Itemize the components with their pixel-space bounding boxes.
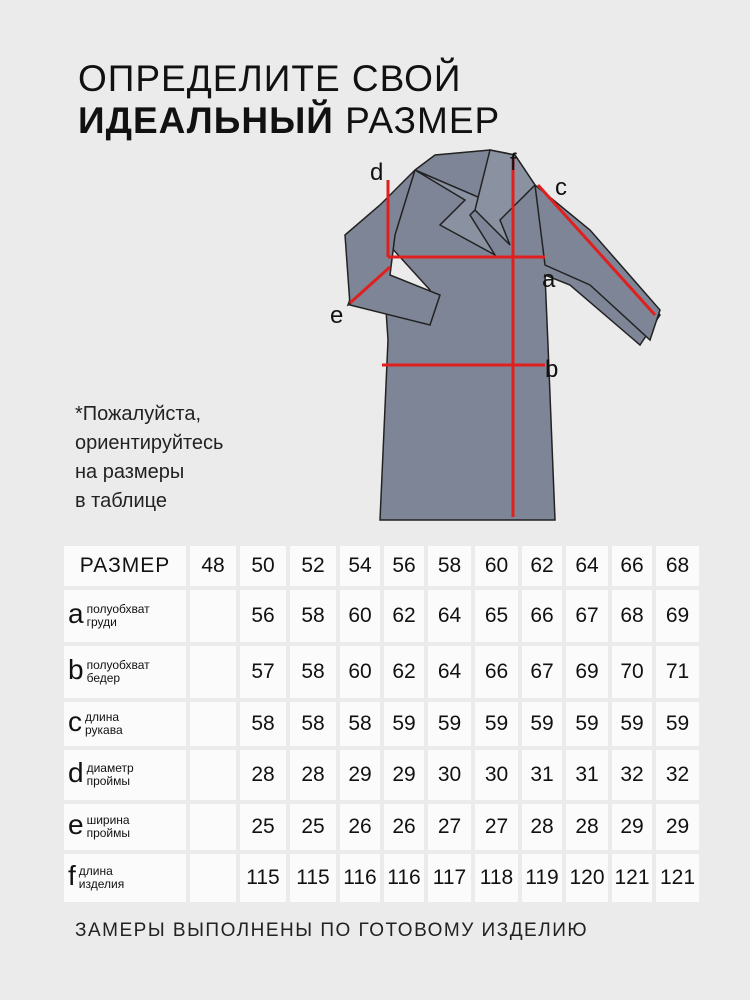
title-line-1: ОПРЕДЕЛИТЕ СВОЙ bbox=[78, 58, 462, 99]
table-cell: 59 bbox=[522, 702, 562, 746]
row-description bbox=[87, 762, 134, 788]
table-cell: 58 bbox=[240, 702, 286, 746]
table-cell bbox=[190, 854, 236, 902]
title-bold: ИДЕАЛЬНЫЙ bbox=[78, 100, 334, 141]
table-cell: 69 bbox=[566, 646, 608, 698]
table-cell: 59 bbox=[384, 702, 424, 746]
table-cell bbox=[190, 646, 236, 698]
row-desc-line: рукава bbox=[85, 723, 123, 737]
size-note bbox=[75, 400, 223, 516]
table-cell: 58 bbox=[290, 590, 336, 642]
table-cell: 115 bbox=[240, 854, 286, 902]
size-header-cell: 60 bbox=[475, 546, 518, 586]
size-header-cell: 68 bbox=[656, 546, 699, 586]
table-cell: 118 bbox=[475, 854, 518, 902]
label-e: e bbox=[330, 302, 344, 329]
row-label bbox=[64, 804, 186, 850]
table-cell: 115 bbox=[290, 854, 336, 902]
title-line-2 bbox=[78, 100, 500, 142]
row-description bbox=[79, 865, 124, 891]
table-header-size: РАЗМЕР bbox=[64, 546, 186, 586]
table-cell: 67 bbox=[522, 646, 562, 698]
table-cell: 66 bbox=[475, 646, 518, 698]
table-cell: 67 bbox=[566, 590, 608, 642]
row-desc-line: проймы bbox=[86, 774, 131, 788]
table-cell: 25 bbox=[290, 804, 336, 850]
table-cell: 31 bbox=[522, 750, 562, 800]
table-cell: 32 bbox=[612, 750, 652, 800]
size-header-cell: 62 bbox=[522, 546, 562, 586]
row-description bbox=[87, 603, 150, 629]
table-cell bbox=[190, 750, 236, 800]
table-cell: 60 bbox=[340, 590, 380, 642]
table-cell: 30 bbox=[475, 750, 518, 800]
label-f: f bbox=[510, 149, 517, 176]
table-cell: 59 bbox=[566, 702, 608, 746]
row-letter: c bbox=[68, 706, 82, 737]
table-cell: 121 bbox=[656, 854, 699, 902]
table-cell: 57 bbox=[240, 646, 286, 698]
footer-note: ЗАМЕРЫ ВЫПОЛНЕНЫ ПО ГОТОВОМУ ИЗДЕЛИЮ bbox=[75, 920, 589, 941]
size-header-cell: 48 bbox=[190, 546, 236, 586]
row-desc-line: полуобхват bbox=[86, 602, 150, 616]
coat-right-sleeve bbox=[535, 185, 660, 340]
row-desc-line: груди bbox=[86, 615, 117, 629]
table-cell: 27 bbox=[428, 804, 471, 850]
row-label bbox=[64, 702, 186, 746]
table-cell: 58 bbox=[290, 646, 336, 698]
table-cell: 64 bbox=[428, 590, 471, 642]
note-line: ориентируйтесь bbox=[75, 432, 224, 454]
title-rest: РАЗМЕР bbox=[333, 100, 501, 141]
row-letter: f bbox=[68, 860, 76, 891]
table-cell: 69 bbox=[656, 590, 699, 642]
table-cell bbox=[190, 590, 236, 642]
row-letter: b bbox=[68, 654, 84, 685]
table-cell: 59 bbox=[656, 702, 699, 746]
row-desc-line: полуобхват bbox=[86, 658, 150, 672]
row-description bbox=[87, 659, 150, 685]
table-cell: 26 bbox=[340, 804, 380, 850]
row-desc-line: бедер bbox=[86, 671, 121, 685]
table-cell: 59 bbox=[612, 702, 652, 746]
table-cell: 117 bbox=[428, 854, 471, 902]
note-line: в таблице bbox=[75, 490, 167, 512]
size-table bbox=[64, 546, 699, 902]
row-label bbox=[64, 646, 186, 698]
label-d: d bbox=[370, 159, 384, 186]
row-desc-line: изделия bbox=[78, 877, 125, 891]
table-cell: 120 bbox=[566, 854, 608, 902]
size-header-cell: 64 bbox=[566, 546, 608, 586]
table-cell: 66 bbox=[522, 590, 562, 642]
row-desc-line: ширина bbox=[86, 813, 130, 827]
note-line: *Пожалуйста, bbox=[75, 403, 202, 425]
size-header-cell: 52 bbox=[290, 546, 336, 586]
table-cell: 68 bbox=[612, 590, 652, 642]
table-cell bbox=[190, 702, 236, 746]
size-header-cell: 54 bbox=[340, 546, 380, 586]
table-cell: 64 bbox=[428, 646, 471, 698]
table-cell: 31 bbox=[566, 750, 608, 800]
table-cell: 29 bbox=[384, 750, 424, 800]
table-cell: 62 bbox=[384, 646, 424, 698]
table-cell: 26 bbox=[384, 804, 424, 850]
table-cell: 65 bbox=[475, 590, 518, 642]
table-cell: 59 bbox=[475, 702, 518, 746]
table-cell: 116 bbox=[384, 854, 424, 902]
table-cell: 29 bbox=[656, 804, 699, 850]
label-c: c bbox=[555, 174, 567, 201]
table-cell: 119 bbox=[522, 854, 562, 902]
table-cell: 60 bbox=[340, 646, 380, 698]
table-cell: 58 bbox=[290, 702, 336, 746]
table-cell: 28 bbox=[566, 804, 608, 850]
table-cell: 28 bbox=[522, 804, 562, 850]
row-description bbox=[85, 711, 123, 737]
label-b: b bbox=[545, 356, 559, 383]
table-cell: 30 bbox=[428, 750, 471, 800]
table-cell: 71 bbox=[656, 646, 699, 698]
table-cell: 32 bbox=[656, 750, 699, 800]
table-cell: 70 bbox=[612, 646, 652, 698]
row-letter: a bbox=[68, 598, 84, 629]
row-desc-line: длина bbox=[85, 710, 120, 724]
table-cell: 29 bbox=[340, 750, 380, 800]
row-label bbox=[64, 590, 186, 642]
row-desc-line: диаметр bbox=[86, 761, 134, 775]
label-a: a bbox=[542, 266, 556, 293]
row-description bbox=[87, 814, 130, 840]
table-cell: 121 bbox=[612, 854, 652, 902]
table-cell: 25 bbox=[240, 804, 286, 850]
row-desc-line: длина bbox=[78, 864, 113, 878]
coat-diagram bbox=[320, 145, 680, 525]
table-cell: 62 bbox=[384, 590, 424, 642]
row-label bbox=[64, 854, 186, 902]
table-cell bbox=[190, 804, 236, 850]
table-cell: 28 bbox=[240, 750, 286, 800]
size-header-cell: 66 bbox=[612, 546, 652, 586]
size-header-cell: 58 bbox=[428, 546, 471, 586]
table-cell: 56 bbox=[240, 590, 286, 642]
size-header-cell: 50 bbox=[240, 546, 286, 586]
note-line: на размеры bbox=[75, 461, 185, 483]
table-cell: 116 bbox=[340, 854, 380, 902]
row-desc-line: проймы bbox=[86, 826, 131, 840]
table-cell: 27 bbox=[475, 804, 518, 850]
size-header-cell: 56 bbox=[384, 546, 424, 586]
table-cell: 58 bbox=[340, 702, 380, 746]
row-letter: e bbox=[68, 809, 84, 840]
table-cell: 28 bbox=[290, 750, 336, 800]
row-label bbox=[64, 750, 186, 800]
table-cell: 59 bbox=[428, 702, 471, 746]
table-cell: 29 bbox=[612, 804, 652, 850]
row-letter: d bbox=[68, 757, 84, 788]
